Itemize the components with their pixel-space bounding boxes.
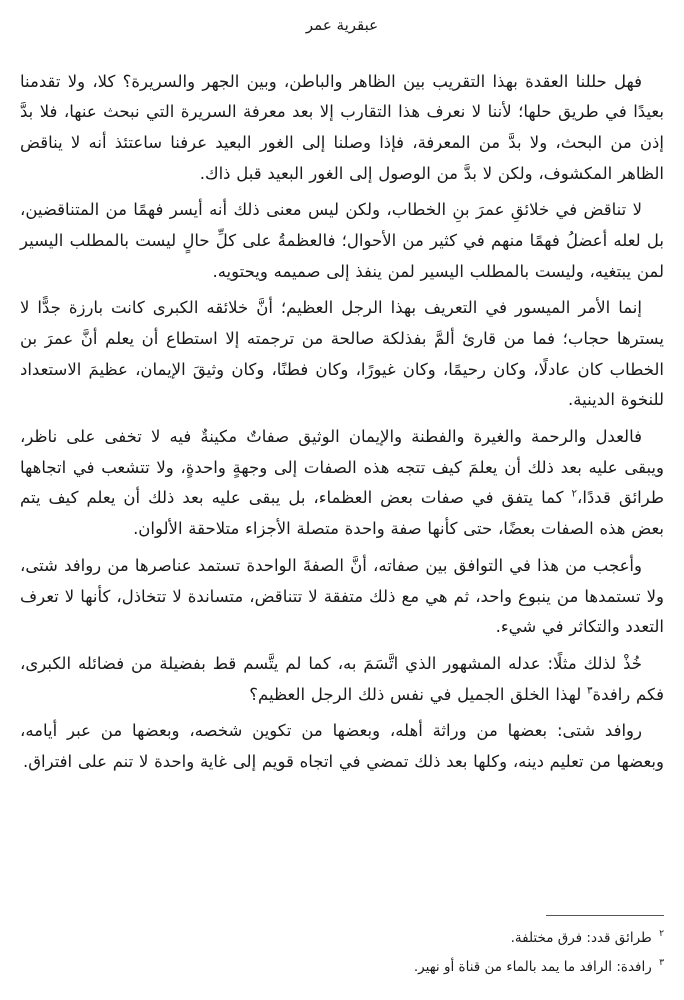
footnote-ref[interactable]: ٣ [587,685,593,697]
footnote-marker: ٣ [659,957,664,969]
page-title: عبقرية عمر [305,16,379,34]
footnote: $^٣$ رافدة: الرافد ما يمد بالماء من قناة أو نهير. [413,957,664,975]
footnote-marker: ٢ [659,928,664,940]
footnote-separator [546,915,664,916]
footnotes-list [20,924,664,982]
paragraph: وأعجب من هذا في التوافق بين صفاته، أنَّ الصفةَ الواحدة تستمد عناصرها من روافد شتى، ولا تستمدها من ينبوع واحد، ثم هي مع ذلك متفقة لا تتناقض، متساندة لا تتخاذل، كأنها لا تعرف التعدد والتكاثر في شيء. [20,555,664,637]
paragraph: فهل حللنا العقدة بهذا التقريب بين الظاهر والباطن، وبين الجهر والسريرة؟ كلا، ولا تقدمنا بعيدًا في طريق حلها؛ لأننا لا نعرف هذا التقارب إلا بعد معرفة السريرة التي نبحث عنها، فلا بدَّ إذن من البحث، ولا بدَّ من المعرفة، فإذا وصلنا إلى الغور البعيد عرفنا ساعتئذ أنه لا يناقض الظاهر المكشوف، ولكن لا بدَّ من الوصول إلى الغور البعيد قبل ذاك. [20,71,664,183]
footnote-ref[interactable]: ٢ [571,488,578,500]
footnotes-section [20,915,664,982]
paragraph: فالعدل والرحمة والغيرة والفطنة والإيمان الوثيق صفاتٌ مكينةٌ فيه لا تخفى على ناظر، ويبقى عليه بعد ذلك أن يعلمَ كيف تتجه هذه الصفات إلى وجهةٍ واحدةٍ، ولا تتشعب في اتجاهها طرائق قددًا،$^٢$ كما يتفق في صفات بعض العظماء، بل يبقى عليه بعد ذلك أن يعلم كيف يتم بعض هذه الصفات بعضًا، حتى كأنها صفة واحدة متصلة الأجزاء متلاحقة الألوان. [20,427,664,539]
paragraph: روافد شتى: بعضها من وراثة أهله، وبعضها من تكوين شخصه، وبعضها من عبر أيامه، وبعضها من تعليم دينه، وكلها بعد ذلك تمضي في اتجاه قويم إلى غاية واحدة لا تنم على افتراق. [20,721,664,771]
paragraph: خُذْ لذلك مثلًا: عدله المشهور الذي اتَّسَمَ به، كما لم يتَّسم قط بفضيلة من فضائله الكبرى، فكم رافدة$^٣$ لهذا الخلق الجميل في نفس ذلك الرجل العظيم؟ [20,653,664,704]
body-text [20,67,664,778]
paragraph: إنما الأمر الميسور في التعريف بهذا الرجل العظيم؛ أنَّ خلائقه الكبرى كانت بارزة جدًّا لا يسترها حجاب؛ فما من قارئ ألمَّ بفذلكة صالحة من ترجمته إلا استطاع أن يعلم أنَّ عمرَ بن الخطاب كان عادلًا، وكان رحيمًا، وكان غيورًا، وكان فطنًا، وكان وثيقَ الإيمان، عظيمَ الاستعداد للنخوة الدينية. [20,298,664,410]
footnote: $^٢$ طرائق قدد: فرق مختلفة. [510,928,664,946]
paragraph: لا تناقض في خلائقِ عمرَ بنِ الخطاب، ولكن ليس معنى ذلك أنه أيسر فهمًا من المتناقضين، بل لعله أعضلُ فهمًا منهم في كثير من الأحوال؛ فالعظمةُ على كلِّ حالٍ ليست بالمطلب اليسير لمن يبتغيه، وليست بالمطلب اليسير لمن ينفذ إلى صميمه ويحتويه. [20,200,664,281]
